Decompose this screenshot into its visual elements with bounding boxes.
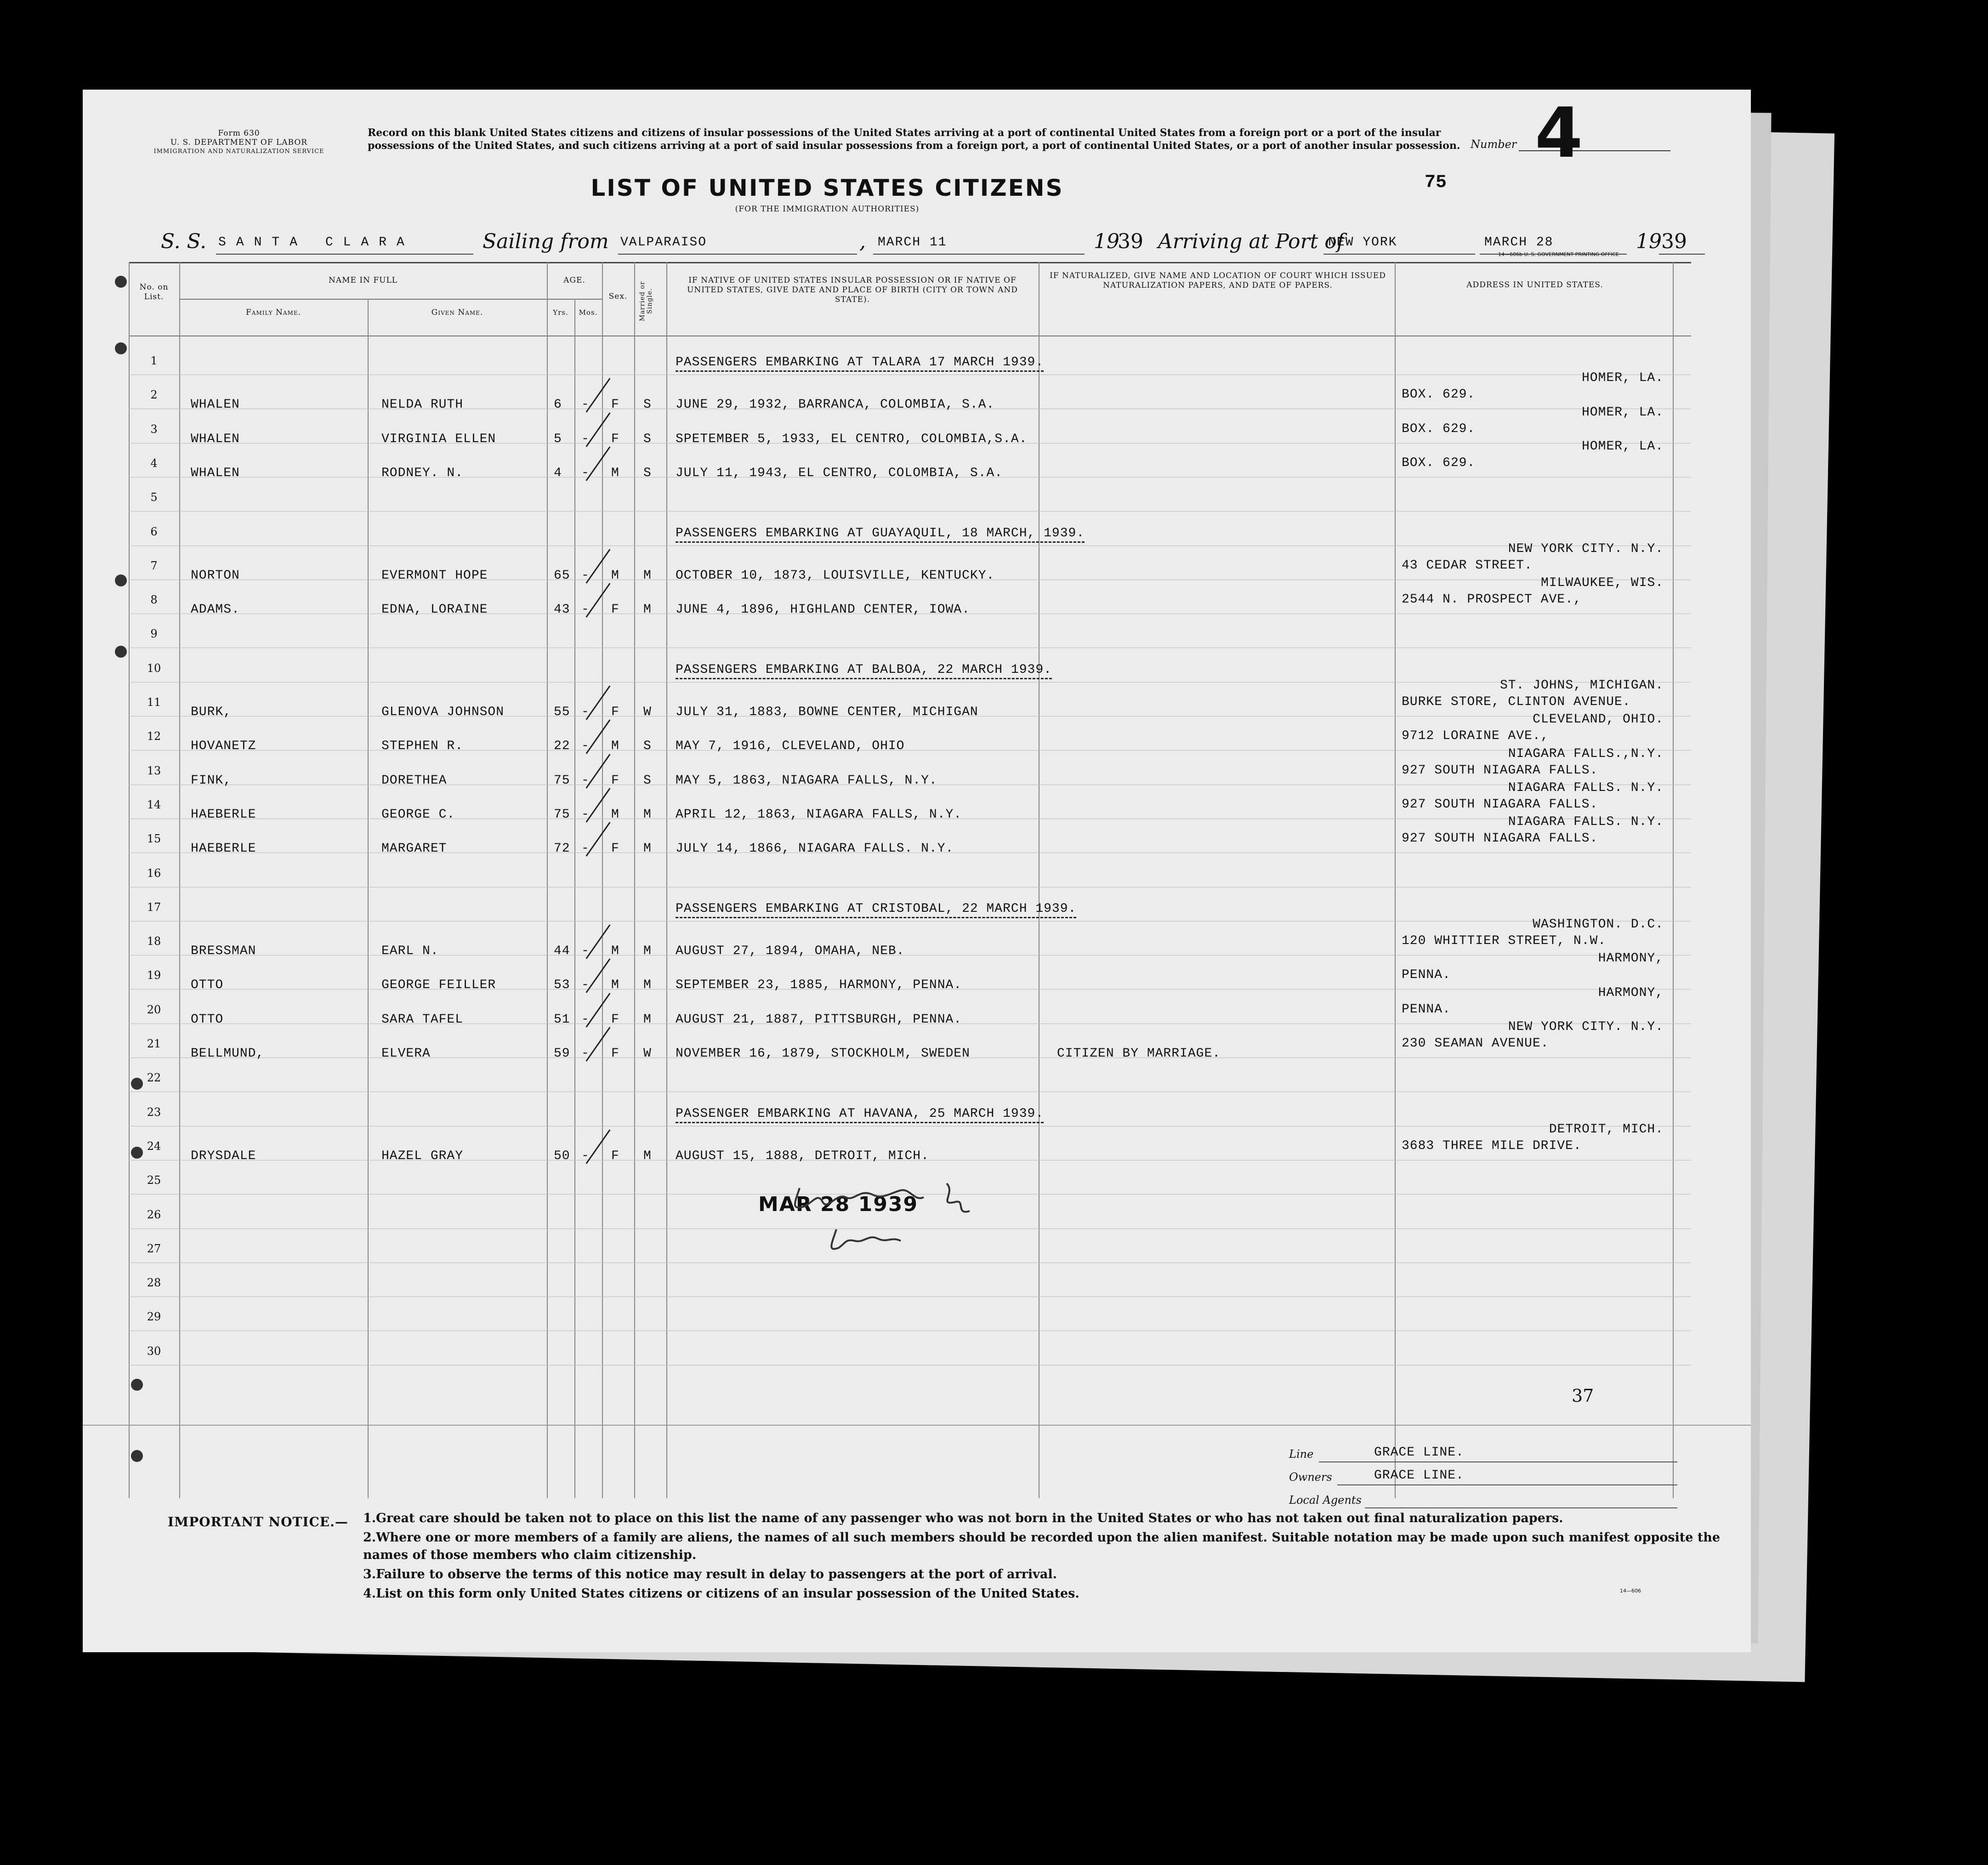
checkmark [585,1129,610,1164]
family-name-cell: WHALEN [191,466,240,480]
age-years-cell: 75 [554,773,570,788]
age-months-cell: - [581,1012,590,1027]
col-header-married: Married or Single. [639,281,653,321]
address-city-cell: HOMER, LA. [1581,405,1664,420]
age-months-cell: - [581,978,590,993]
checkmark [585,959,610,993]
age-months-cell: - [581,842,590,856]
checkmark [585,685,610,720]
given-name-cell: RODNEY. N. [381,466,464,480]
age-years-cell: 4 [554,466,562,480]
year-prefix-2: 19 [1636,230,1662,253]
address-street-cell: 9712 LORAINE AVE., [1402,729,1549,744]
col-header-yrs: Yrs. [553,308,568,317]
col-given-border [547,262,548,1498]
sex-cell: F [611,1046,619,1061]
family-name-cell: WHALEN [191,432,240,446]
family-name-cell: NORTON [191,568,240,583]
checkmark [585,549,610,583]
given-name-cell: GEORGE FEILLER [381,978,496,993]
address-city-cell: NEW YORK CITY. N.Y. [1508,1020,1664,1034]
sex-cell: M [611,466,619,480]
notice-item-number: 4. [363,1586,376,1601]
col-header-no: No. on List. [139,283,169,301]
form-identifier [138,129,340,156]
birth-date-place-cell: AUGUST 21, 1887, PITTSBURGH, PENNA. [676,1012,962,1027]
family-name-cell: FINK, [191,773,232,788]
sailing-port-underline [618,254,857,255]
address-street-cell: 927 SOUTH NIAGARA FALLS. [1402,763,1598,778]
owners-label: Owners [1289,1471,1332,1484]
form-department: U. S. DEPARTMENT OF LABOR [170,138,308,147]
age-years-cell: 43 [554,603,570,617]
marital-status-cell: M [643,842,652,856]
form-number: Form 630 [218,129,260,138]
birth-date-place-cell: APRIL 12, 1863, NIAGARA FALLS, N.Y. [676,807,962,822]
given-name-cell: VIRGINIA ELLEN [381,432,496,446]
address-street-cell: BOX. 629. [1402,387,1476,402]
arrival-date: MARCH 28 [1484,235,1554,250]
birth-date-place-cell: JULY 31, 1883, BOWNE CENTER, MICHIGAN [676,705,978,719]
naturalization-cell: CITIZEN BY MARRIAGE. [1057,1046,1221,1061]
embarkation-section-heading: PASSENGER EMBARKING AT HAVANA, 25 MARCH 1939. [676,1107,1044,1123]
age-months-cell: - [581,1149,590,1163]
sailing-port: VALPARAISO [620,235,707,250]
sex-cell: M [611,568,619,583]
birth-date-place-cell: AUGUST 27, 1894, OMAHA, NEB. [676,944,905,959]
agents-label: Local Agents [1289,1494,1362,1507]
manifest-sheet [83,90,1751,1652]
sex-cell: F [611,842,619,856]
marital-status-cell: M [643,603,652,617]
notice-item-text: Failure to observe the terms of this notice may result in delay to passengers at the port of arrival. [376,1567,1057,1581]
notice-item [363,1566,1723,1583]
age-months-cell: - [581,398,590,412]
given-name-cell: NELDA RUTH [381,398,464,412]
given-name-cell: GLENOVA JOHNSON [381,705,505,719]
row-number: 29 [147,1310,161,1324]
age-years-cell: 22 [554,739,570,754]
family-name-cell: HAEBERLE [191,842,256,856]
marital-status-cell: W [643,1046,652,1061]
notice-item [363,1510,1723,1527]
sex-cell: M [611,944,619,959]
punch-hole [115,646,127,658]
row-number: 20 [147,1003,161,1016]
address-city-cell: NIAGARA FALLS.,N.Y. [1508,746,1664,761]
row-number: 2 [150,388,158,402]
col-header-given-name: Given Name. [431,308,483,317]
row-number: 25 [147,1174,161,1187]
col-header-address: ADDRESS IN UNITED STATES. [1466,280,1603,290]
arrival-year: 39 [1661,230,1687,253]
col-married-border [666,262,667,1498]
row-number: 27 [147,1242,161,1255]
sex-cell: M [611,807,619,822]
address-city-cell: MILWAUKEE, WIS. [1540,576,1664,591]
row-number: 5 [150,491,158,504]
birth-date-place-cell: AUGUST 15, 1888, DETROIT, MICH. [676,1149,929,1163]
ss-label: S. S. [161,230,207,253]
col-header-naturalized: IF NATURALIZED, GIVE NAME AND LOCATION OF COURT WHICH ISSUED NATURALIZATION PAPERS, AND DATE OF PAPERS. [1050,271,1386,290]
age-years-cell: 50 [554,1149,570,1163]
family-name-cell: WHALEN [191,398,240,412]
row-number: 17 [147,900,161,914]
birth-date-place-cell: SEPTEMBER 23, 1885, HARMONY, PENNA. [676,978,962,993]
table-top-border [129,262,1691,263]
row-number: 22 [147,1071,161,1085]
address-city-cell: HARMONY, [1598,951,1664,966]
sailing-label: Sailing from [483,230,609,253]
footer-separator [83,1425,1751,1426]
family-name-cell: HOVANETZ [191,739,256,754]
row-number: 7 [150,559,158,572]
row-number: 10 [147,661,161,675]
age-years-cell: 55 [554,705,570,719]
sex-cell: F [611,432,619,446]
address-street-cell: 230 SEAMAN AVENUE. [1402,1036,1549,1051]
checkmark [585,583,610,617]
row-rule [129,750,1691,751]
marital-status-cell: M [643,1149,652,1163]
checkmark [585,378,610,413]
birth-date-place-cell: JUNE 4, 1896, HIGHLAND CENTER, IOWA. [676,603,970,617]
marital-status-cell: S [643,739,652,754]
header-bottom-border [129,335,1691,336]
sex-cell: M [611,739,619,754]
row-number: 8 [150,593,158,607]
age-months-cell: - [581,773,590,788]
col-yrs-border [574,299,575,1498]
notice-item-number: 1. [363,1511,376,1525]
form-service: IMMIGRATION AND NATURALIZATION SERVICE [153,148,324,155]
notice-item-text: Where one or more members of a family are aliens, the names of all such members should be recorded upon the alien manifest. Suitable notation may be made upon such manifest opposite the names of those members who claim citizenship. [363,1530,1721,1562]
page-subtitle: (FOR THE IMMIGRATION AUTHORITIES) [735,205,920,214]
age-years-cell: 44 [554,944,570,959]
given-name-cell: SARA TAFEL [381,1012,464,1027]
col-age-border [602,262,603,1498]
row-number: 28 [147,1276,161,1290]
ship-name: SANTA CLARA [218,235,415,250]
page-number: 75 [1425,172,1447,193]
marital-status-cell: S [643,773,652,788]
row-rule [129,1296,1691,1297]
col-header-name-in-full: NAME IN FULL [328,276,398,285]
address-city-cell: HOMER, LA. [1581,371,1664,386]
given-name-cell: EARL N. [381,944,439,959]
checkmark [585,993,610,1027]
notice-code: 14—606 [1620,1588,1641,1594]
row-number: 11 [147,696,161,709]
marital-status-cell: M [643,978,652,993]
family-name-cell: DRYSDALE [191,1149,256,1163]
given-name-cell: STEPHEN R. [381,739,464,754]
given-name-cell: ELVERA [381,1046,431,1061]
row-number: 15 [147,832,161,846]
line-label: Line [1289,1448,1314,1461]
row-number: 19 [147,969,161,982]
given-name-cell: HAZEL GRAY [381,1149,464,1163]
age-months-cell: - [581,603,590,617]
address-city-cell: NIAGARA FALLS. N.Y. [1508,815,1664,830]
notice-item-text: Great care should be taken not to place on this list the name of any passenger who was not born in the United States or who has not taken out final naturalization papers. [376,1511,1563,1525]
address-street-cell: 43 CEDAR STREET. [1402,558,1533,573]
age-months-cell: - [581,705,590,719]
row-number: 16 [147,866,161,880]
voyage-line: S. S. SANTA CLARA Sailing from VALPARAISO , MARCH 11 19 39 Arriving at Port of NEW YORK MARCH 28 19 39 [161,230,1714,257]
row-number: 13 [147,764,161,777]
birth-date-place-cell: OCTOBER 10, 1873, LOUISVILLE, KENTUCKY. [676,568,995,583]
punch-hole [115,342,127,354]
punch-hole [131,1147,143,1159]
checkmark [585,788,610,822]
address-street-cell: BURKE STORE, CLINTON AVENUE. [1402,695,1631,709]
punch-hole [131,1450,143,1462]
notice-item-text: List on this form only United States citizens or citizens of an insular possession of the United States. [376,1586,1079,1601]
checkmark [585,412,610,447]
address-street-cell: 927 SOUTH NIAGARA FALLS. [1402,797,1598,812]
age-years-cell: 65 [554,568,570,583]
notice-item [363,1529,1723,1564]
marital-status-cell: S [643,432,652,446]
arrival-date-stamp: MAR 28 1939 [758,1193,919,1216]
page-title: LIST OF UNITED STATES CITIZENS [591,175,1064,201]
family-name-cell: OTTO [191,1012,224,1027]
birth-date-place-cell: MAY 5, 1863, NIAGARA FALLS, N.Y. [676,773,937,788]
bottom-number: 37 [1572,1386,1594,1406]
col-header-family-name: Family Name. [245,308,301,317]
embarkation-section-heading: PASSENGERS EMBARKING AT GUAYAQUIL, 18 MARCH, 1939. [676,526,1085,543]
family-name-cell: HAEBERLE [191,807,256,822]
address-city-cell: NEW YORK CITY. N.Y. [1508,541,1664,556]
owners-value: GRACE LINE. [1374,1468,1464,1483]
birth-date-place-cell: JULY 14, 1866, NIAGARA FALLS. N.Y. [676,842,954,856]
sex-cell: F [611,773,619,788]
given-name-cell: DORETHEA [381,773,447,788]
col-naturalized-border [1395,262,1396,1498]
marital-status-cell: M [643,1012,652,1027]
sailing-year: 39 [1118,230,1143,253]
birth-date-place-cell: JUNE 29, 1932, BARRANCA, COLOMBIA, S.A. [676,398,995,412]
marital-status-cell: S [643,466,652,480]
marital-status-cell: W [643,705,652,719]
address-street-cell: 3683 THREE MILE DRIVE. [1402,1138,1582,1153]
notice-item [363,1585,1723,1603]
embarkation-section-heading: PASSENGERS EMBARKING AT TALARA 17 MARCH 1939. [676,355,1044,372]
row-number: 4 [150,456,158,470]
ship-underline [216,254,473,255]
address-city-cell: NIAGARA FALLS. N.Y. [1508,780,1664,795]
sex-cell: M [611,978,619,993]
address-city-cell: DETROIT, MICH. [1549,1122,1664,1137]
marital-status-cell: S [643,398,652,412]
embarkation-section-heading: PASSENGERS EMBARKING AT CRISTOBAL, 22 MARCH 1939. [676,902,1076,918]
age-months-cell: - [581,739,590,754]
table-left-border [129,262,130,1498]
birth-date-place-cell: MAY 7, 1916, CLEVELAND, OHIO [676,739,905,754]
row-number: 3 [150,422,158,436]
age-years-cell: 72 [554,842,570,856]
sailing-date: MARCH 11 [878,235,947,250]
checkmark [585,720,610,754]
sex-cell: F [611,705,619,719]
age-months-cell: - [581,432,590,446]
sex-cell: F [611,1012,619,1027]
row-number: 14 [147,798,161,811]
arrival-year-underline [1659,254,1705,255]
address-city-cell: CLEVELAND, OHIO. [1533,712,1664,727]
row-number: 1 [150,354,158,367]
col-header-birth: IF NATIVE OF UNITED STATES INSULAR POSSESSION OR IF NATIVE OF UNITED STATES, GIVE DATE AND PLACE OF BIRTH (CITY OR TOWN AND STATE). [687,276,1018,304]
row-number: 6 [150,525,158,538]
punch-hole [115,276,127,288]
address-street-cell: BOX. 629. [1402,455,1476,470]
row-rule [129,511,1691,512]
notice-heading: IMPORTANT NOTICE.— [168,1514,348,1530]
col-family-border [368,299,369,1498]
address-city-cell: ST. JOHNS, MICHIGAN. [1500,678,1664,693]
checkmark [585,1027,610,1061]
birth-date-place-cell: SPETEMBER 5, 1933, EL CENTRO, COLOMBIA,S.A. [676,432,1028,446]
inspector-signature [708,1174,1020,1266]
print-code: 14—606b U. S. GOVERNMENT PRINTING OFFICE [1498,251,1619,257]
punch-hole [131,1379,143,1391]
sex-cell: F [611,603,619,617]
agents-underline [1365,1507,1677,1508]
sex-cell: F [611,1149,619,1163]
marital-status-cell: M [643,807,652,822]
col-sex-border [634,262,635,1498]
age-months-cell: - [581,944,590,959]
age-years-cell: 75 [554,807,570,822]
punch-hole [115,574,127,586]
year-prefix-1: 19 [1094,230,1119,253]
address-street-cell: PENNA. [1402,1002,1451,1017]
address-street-cell: BOX. 629. [1402,421,1476,436]
owners-underline [1337,1484,1677,1485]
row-number: 23 [147,1105,161,1119]
family-name-cell: BRESSMAN [191,944,256,959]
number-label: Number [1471,138,1517,151]
given-name-cell: GEORGE C. [381,807,455,822]
notice-item-number: 3. [363,1567,376,1581]
list-number: 4 [1535,93,1583,173]
line-value: GRACE LINE. [1374,1445,1464,1460]
row-number: 12 [147,730,161,743]
given-name-cell: EDNA, LORAINE [381,603,488,617]
col-header-mos: Mos. [579,308,598,317]
row-number: 26 [147,1208,161,1221]
age-years-cell: 51 [554,1012,570,1027]
embarkation-section-heading: PASSENGERS EMBARKING AT BALBOA, 22 MARCH 1939. [676,663,1052,679]
age-years-cell: 53 [554,978,570,993]
sex-cell: F [611,398,619,412]
address-street-cell: PENNA. [1402,968,1451,983]
checkmark [585,754,610,788]
punch-hole [131,1078,143,1090]
address-city-cell: WASHINGTON. D.C. [1533,917,1664,932]
col-address-border [1673,262,1674,1498]
given-name-cell: MARGARET [381,842,447,856]
address-street-cell: 2544 N. PROSPECT AVE., [1402,592,1582,607]
sailing-date-underline [873,254,1085,255]
checkmark [585,924,610,959]
age-months-cell: - [581,807,590,822]
address-street-cell: 120 WHITTIER STREET, N.W. [1402,934,1607,949]
arrival-port-underline [1323,254,1475,255]
arriving-label: Arriving at Port of [1158,230,1345,253]
row-number: 9 [150,627,158,641]
col-no-border [179,262,180,1498]
row-number: 24 [147,1139,161,1153]
family-name-cell: OTTO [191,978,224,993]
marital-status-cell: M [643,568,652,583]
given-name-cell: EVERMONT HOPE [381,568,488,583]
age-months-cell: - [581,1046,590,1061]
row-number: 21 [147,1037,161,1050]
address-city-cell: HOMER, LA. [1581,439,1664,454]
family-name-cell: BELLMUND, [191,1046,265,1061]
checkmark [585,822,610,856]
age-months-cell: - [581,466,590,480]
arrival-port: NEW YORK [1328,235,1397,250]
family-name-cell: ADAMS. [191,603,240,617]
marital-status-cell: M [643,944,652,959]
address-city-cell: HARMONY, [1598,985,1664,1000]
record-instructions: Record on this blank United States citizens and citizens of insular possessions of the United States arriving at a port of continental United States from a foreign port or a port of the insular possessions of the United States, and such citizens arriving at a port of said insular possessions from a foreign port, a port of continental United States, or a port of another insular possession. [368,127,1460,152]
age-months-cell: - [581,568,590,583]
checkmark [585,446,610,481]
birth-date-place-cell: JULY 11, 1943, EL CENTRO, COLOMBIA, S.A. [676,466,1003,480]
birth-date-place-cell: NOVEMBER 16, 1879, STOCKHOLM, SWEDEN [676,1046,970,1061]
col-header-age: AGE. [563,276,585,285]
family-name-cell: BURK, [191,705,232,719]
age-years-cell: 59 [554,1046,570,1061]
notice-item-number: 2. [363,1530,376,1545]
col-header-sex: Sex. [608,292,628,301]
row-number: 18 [147,935,161,948]
age-years-cell: 6 [554,398,562,412]
address-street-cell: 927 SOUTH NIAGARA FALLS. [1402,831,1598,846]
age-years-cell: 5 [554,432,562,446]
line-underline [1319,1461,1677,1462]
row-number: 30 [147,1344,161,1358]
